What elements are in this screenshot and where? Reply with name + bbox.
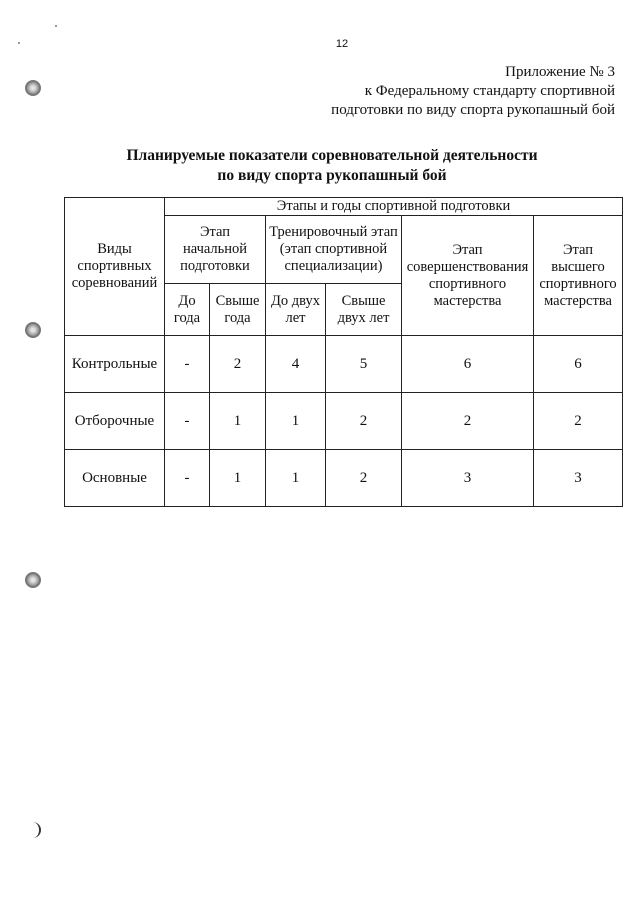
competition-stats-table <box>64 197 623 507</box>
punch-hole-icon <box>25 572 41 588</box>
table-cell: - <box>165 393 210 450</box>
scan-speck-icon <box>55 25 57 27</box>
table-cell: - <box>165 450 210 507</box>
appendix-line-3: подготовки по виду спорта рукопашный бой <box>331 102 615 118</box>
appendix-line-2: к Федеральному стандарту спортивной <box>364 83 615 99</box>
stage-improvement-header: Этап совершенствования спортивного мастерства <box>402 216 534 336</box>
table-cell: 5 <box>326 336 402 393</box>
table-cell: 2 <box>534 393 623 450</box>
table-cell: 2 <box>326 450 402 507</box>
table-cell: 2 <box>402 393 534 450</box>
appendix-line-1: Приложение № 3 <box>505 64 615 80</box>
table-cell: 3 <box>402 450 534 507</box>
row-label: Отборочные <box>65 393 165 450</box>
table-cell: 2 <box>326 393 402 450</box>
row-label: Основные <box>65 450 165 507</box>
training-up-to-two-years-header: До двух лет <box>266 284 326 336</box>
stage-initial-header: Этап начальной подготовки <box>165 216 266 284</box>
initial-over-year-header: Свыше года <box>210 284 266 336</box>
punch-hole-icon <box>25 80 41 96</box>
table-cell: 1 <box>210 393 266 450</box>
scan-speck-icon <box>33 822 41 838</box>
table-cell: 6 <box>534 336 623 393</box>
document-title-line-1: Планируемые показатели соревновательной деятельности <box>126 147 538 164</box>
row-label: Контрольные <box>65 336 165 393</box>
table-cell: 4 <box>266 336 326 393</box>
stage-training-header: Тренировочный этап (этап спортивной специализации) <box>266 216 402 284</box>
table-cell: - <box>165 336 210 393</box>
competition-type-header: Виды спортивных соревнований <box>65 198 165 336</box>
punch-hole-icon <box>25 322 41 338</box>
table-cell: 1 <box>266 450 326 507</box>
stage-highest-header: Этап высшего спортивного мастерства <box>534 216 623 336</box>
appendix-caption <box>331 63 615 120</box>
table-cell: 2 <box>210 336 266 393</box>
page-number: 12 <box>335 38 349 50</box>
table-cell: 1 <box>266 393 326 450</box>
stages-group-header: Этапы и годы спортивной подготовки <box>165 198 623 216</box>
table-cell: 3 <box>534 450 623 507</box>
training-over-two-years-header: Свыше двух лет <box>326 284 402 336</box>
table-row <box>65 450 623 507</box>
document-title-line-2: по виду спорта рукопашный бой <box>217 167 447 184</box>
table-row <box>65 336 623 393</box>
scan-speck-icon <box>18 42 20 44</box>
document-title <box>12 146 640 186</box>
table-row <box>65 393 623 450</box>
table-cell: 6 <box>402 336 534 393</box>
table-cell: 1 <box>210 450 266 507</box>
initial-up-to-year-header: До года <box>165 284 210 336</box>
